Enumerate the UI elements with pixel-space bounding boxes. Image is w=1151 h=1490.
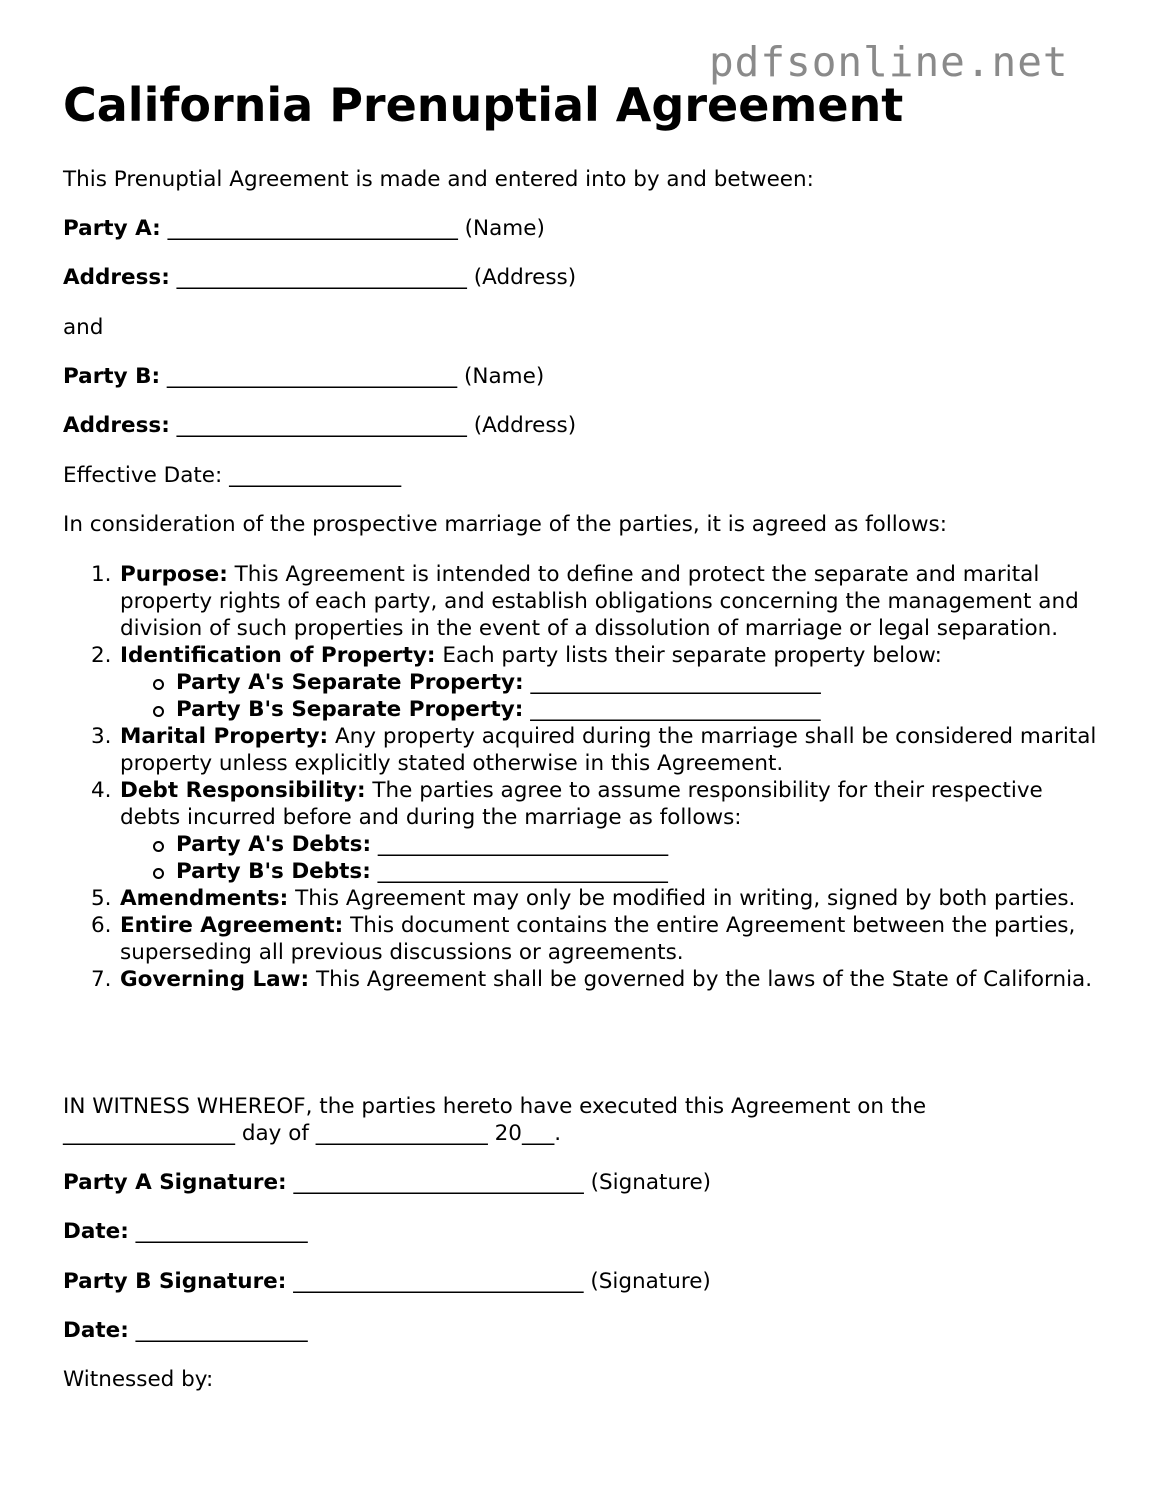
clause-item	[63, 966, 1103, 993]
party-b-signature-field[interactable]: ___________________________	[293, 1269, 584, 1294]
address-b-field[interactable]: ___________________________	[176, 413, 467, 438]
address-b-label: Address:	[63, 413, 170, 438]
clause-item	[63, 561, 1103, 642]
party-a-signature-row	[63, 1170, 711, 1195]
clause-item	[63, 885, 1103, 912]
clause-number: 2.	[91, 643, 112, 668]
address-a-hint: (Address)	[473, 265, 577, 290]
sub-item	[120, 696, 1103, 723]
effective-date-row	[63, 463, 401, 488]
date-b-row	[63, 1318, 308, 1343]
sub-item	[120, 669, 1103, 696]
clause-number: 5.	[91, 886, 112, 911]
clause-heading: Marital Property:	[120, 724, 329, 749]
clause-text: This Agreement shall be governed by the laws of the State of California.	[316, 967, 1093, 992]
date-b-field[interactable]: ________________	[135, 1318, 308, 1343]
circle-bullet-icon	[153, 868, 164, 879]
consideration-text: In consideration of the prospective marriage of the parties, it is agreed as follows:	[63, 512, 947, 537]
address-a-field[interactable]: ___________________________	[176, 265, 467, 290]
sub-item	[120, 831, 1103, 858]
party-b-debts-field[interactable]: ___________________________	[377, 859, 668, 884]
clause-text: This Agreement is intended to define and protect the separate and marital property rights of each party, and establish obligations concerning the management and division of such properties in the event of a dissolution of marriage or legal separation.	[120, 562, 1079, 641]
party-b-label: Party B:	[63, 364, 161, 389]
sub-list	[120, 669, 1103, 723]
circle-bullet-icon	[153, 679, 164, 690]
circle-bullet-icon	[153, 841, 164, 852]
clause-heading: Entire Agreement:	[120, 913, 344, 938]
sub-item	[120, 858, 1103, 885]
page-title: California Prenuptial Agreement	[63, 78, 904, 132]
party-b-signature-label: Party B Signature:	[63, 1269, 287, 1294]
circle-bullet-icon	[153, 706, 164, 717]
sub-item-label: Party B's Debts:	[176, 859, 371, 884]
sub-list	[120, 831, 1103, 885]
party-b-row	[63, 364, 544, 389]
clause-item	[63, 777, 1103, 885]
party-a-label: Party A:	[63, 216, 161, 241]
clause-number: 1.	[91, 562, 112, 587]
party-b-signature-row	[63, 1269, 711, 1294]
sub-item-label: Party B's Separate Property:	[176, 697, 524, 722]
date-a-row	[63, 1219, 308, 1244]
address-a-label: Address:	[63, 265, 170, 290]
party-a-name-field[interactable]: ___________________________	[167, 216, 458, 241]
clause-number: 7.	[91, 967, 112, 992]
clause-text: This Agreement may only be modified in writing, signed by both parties.	[295, 886, 1076, 911]
party-b-name-field[interactable]: ___________________________	[166, 364, 458, 389]
party-b-property-field[interactable]: ___________________________	[530, 697, 821, 722]
sub-item-label: Party A's Separate Property:	[176, 670, 524, 695]
date-a-field[interactable]: ________________	[135, 1219, 308, 1244]
party-a-property-field[interactable]: ___________________________	[530, 670, 821, 695]
party-a-signature-hint: (Signature)	[590, 1170, 712, 1195]
effective-date-field[interactable]: ________________	[229, 463, 402, 488]
witness-date-field[interactable]: ________________ day of ________________ 20___.	[63, 1121, 562, 1146]
sub-item-label: Party A's Debts:	[176, 832, 372, 857]
clause-text: The parties agree to assume responsibility for their respective debts incurred before and during the marriage as follows:	[120, 778, 1043, 830]
clause-item	[63, 912, 1103, 966]
intro-text: This Prenuptial Agreement is made and entered into by and between:	[63, 167, 814, 192]
clause-heading: Governing Law:	[120, 967, 310, 992]
address-b-row	[63, 413, 576, 438]
party-a-signature-label: Party A Signature:	[63, 1170, 287, 1195]
date-a-label: Date:	[63, 1219, 129, 1244]
clause-item	[63, 723, 1103, 777]
address-b-hint: (Address)	[473, 413, 577, 438]
clause-text: This document contains the entire Agreement between the parties, superseding all previous discussions or agreements.	[120, 913, 1076, 965]
clause-item	[63, 642, 1103, 723]
clause-text: Each party lists their separate property below:	[442, 643, 942, 668]
watermark: pdfsonline.net	[709, 38, 1069, 86]
party-a-debts-field[interactable]: ___________________________	[377, 832, 669, 857]
clause-heading: Debt Responsibility:	[120, 778, 366, 803]
clause-heading: Amendments:	[120, 886, 289, 911]
party-a-signature-field[interactable]: ___________________________	[293, 1170, 584, 1195]
clause-heading: Purpose:	[120, 562, 228, 587]
party-a-row	[63, 216, 545, 241]
and-text: and	[63, 315, 104, 340]
address-a-row	[63, 265, 576, 290]
date-b-label: Date:	[63, 1318, 129, 1343]
party-b-hint: (Name)	[464, 364, 545, 389]
clause-list	[63, 561, 1103, 993]
witness-line-1: IN WITNESS WHEREOF, the parties hereto have executed this Agreement on the	[63, 1094, 927, 1119]
party-b-signature-hint: (Signature)	[590, 1269, 711, 1294]
party-a-hint: (Name)	[464, 216, 545, 241]
clause-number: 6.	[91, 913, 112, 938]
clause-heading: Identification of Property:	[120, 643, 436, 668]
clause-number: 3.	[91, 724, 112, 749]
clause-text: Any property acquired during the marriage shall be considered marital property unless explicitly stated otherwise in this Agreement.	[120, 724, 1097, 776]
clause-number: 4.	[91, 778, 112, 803]
witnessed-by-label: Witnessed by:	[63, 1367, 214, 1392]
effective-date-label: Effective Date:	[63, 463, 223, 488]
